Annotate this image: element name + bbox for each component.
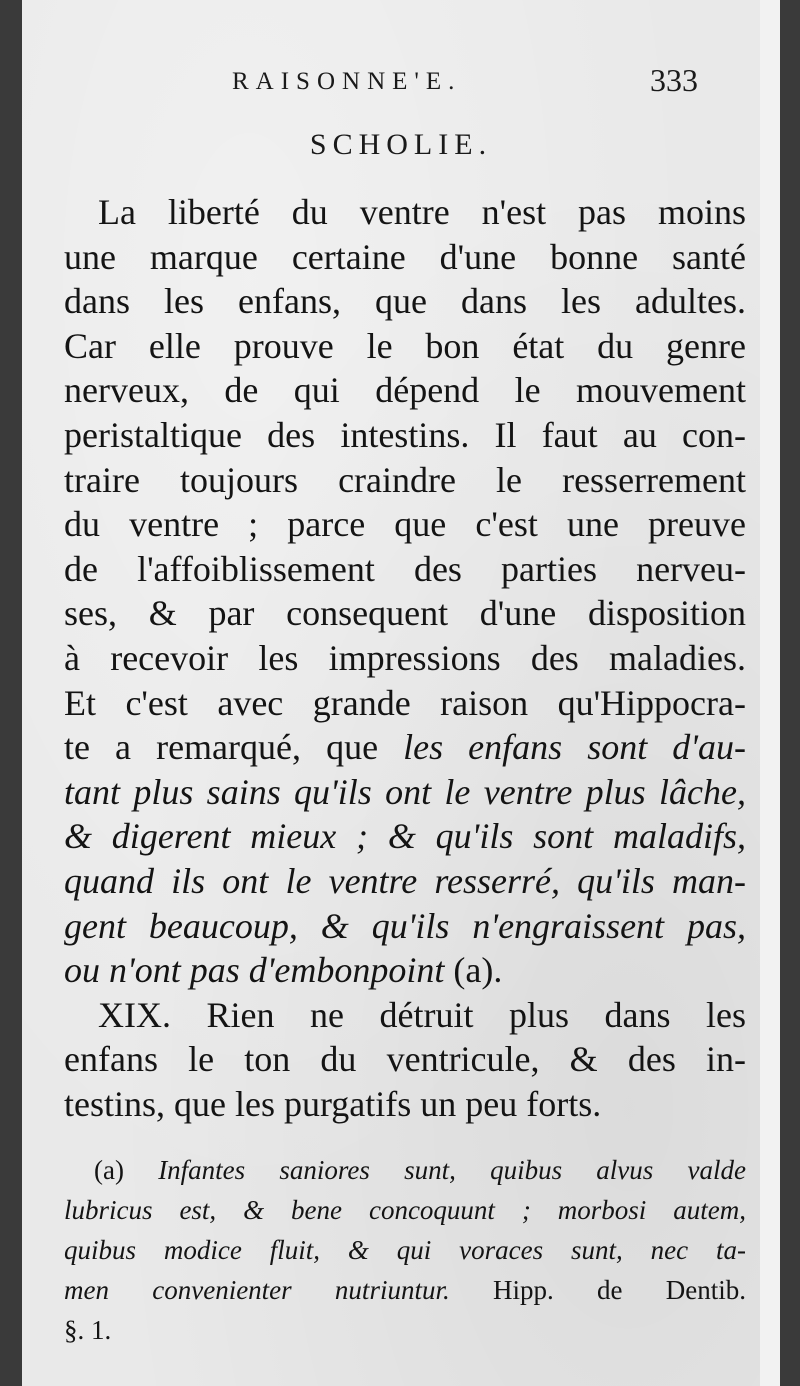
- text-line: [64, 725, 746, 770]
- text-line: [64, 324, 746, 369]
- footnote-line: [64, 1230, 746, 1270]
- text-run: testins, que les purgatifs un peu forts.: [64, 1083, 602, 1124]
- running-head: RAISONNE'E.: [232, 68, 462, 95]
- text-line: [64, 859, 746, 904]
- text-line: [64, 547, 746, 592]
- text-run: te a remarqué, que: [64, 727, 404, 768]
- paragraph-xix: [64, 993, 746, 1127]
- text-run: Hipp. de Dentib.: [449, 1275, 746, 1305]
- footnote-line: [64, 1150, 746, 1190]
- footnote-line: [64, 1270, 746, 1310]
- text-line: [64, 458, 746, 503]
- italic-text-run: ou n'ont pas d'embonpoint: [64, 950, 445, 991]
- text-line: [64, 413, 746, 458]
- italic-text-run: tant plus sains qu'ils ont le ventre plus lâche,: [64, 771, 746, 812]
- text-run: (a).: [444, 950, 503, 991]
- text-run: peristaltique des intestins. Il faut au con-: [64, 414, 746, 455]
- text-line: [64, 904, 746, 949]
- footnote-line: [64, 1310, 746, 1350]
- text-run: dans les enfans, que dans les adultes.: [64, 281, 746, 322]
- page-edge: [760, 0, 780, 1386]
- text-run: nerveux, de qui dépend le mouvement: [64, 370, 746, 411]
- footnote-line: [64, 1190, 746, 1230]
- text-run: de l'affoiblissement des parties nerveu-: [64, 548, 746, 589]
- italic-text-run: quand ils ont le ventre resserré, qu'ils man-: [64, 860, 746, 901]
- text-run: XIX. Rien ne détruit plus dans les: [98, 994, 746, 1035]
- italic-text-run: gent beaucoup, & qu'ils n'engraissent pas,: [64, 905, 746, 946]
- text-line: [64, 681, 746, 726]
- text-line: [64, 814, 746, 859]
- text-run: §. 1.: [64, 1315, 112, 1345]
- text-run: traire toujours craindre le resserrement: [64, 459, 746, 500]
- text-run: Et c'est avec grande raison qu'Hippocra-: [64, 682, 746, 723]
- text-line: [64, 948, 746, 993]
- text-line: [64, 993, 746, 1038]
- text-line: [64, 636, 746, 681]
- text-line: [64, 770, 746, 815]
- text-run: Car elle prouve le bon état du genre: [64, 325, 746, 366]
- book-page: [22, 0, 780, 1386]
- footnote: [64, 1150, 746, 1350]
- italic-text-run: men convenienter nutriuntur.: [64, 1275, 450, 1305]
- text-line: [64, 591, 746, 636]
- page-number: 333: [650, 62, 698, 98]
- section-title: SCHOLIE.: [309, 128, 493, 161]
- text-run: La liberté du ventre n'est pas moins: [98, 192, 746, 232]
- text-run: ses, & par consequent d'une disposition: [64, 593, 746, 634]
- text-line: [64, 502, 746, 547]
- text-run: à recevoir les impressions des maladies.: [64, 637, 746, 678]
- text-line: [64, 279, 746, 324]
- text-run: enfans le ton du ventricule, & des in-: [64, 1039, 746, 1080]
- text-line: [64, 368, 746, 413]
- text-run: du ventre ; parce que c'est une preuve: [64, 504, 746, 545]
- text-run: (a): [94, 1155, 159, 1185]
- italic-text-run: quibus modice fluit, & qui voraces sunt, nec ta-: [64, 1235, 746, 1265]
- page-header: [22, 62, 780, 102]
- text-line: [64, 1037, 746, 1082]
- text-line: [64, 190, 746, 235]
- paragraph-scholie: [64, 190, 746, 993]
- italic-text-run: & digerent mieux ; & qu'ils sont maladifs,: [64, 816, 746, 857]
- body-text: [64, 190, 746, 1126]
- italic-text-run: lubricus est, & bene concoquunt ; morbosi autem,: [64, 1195, 746, 1225]
- italic-text-run: Infantes saniores sunt, quibus alvus valde: [158, 1155, 746, 1185]
- text-line: [64, 1082, 746, 1127]
- text-run: une marque certaine d'une bonne santé: [64, 236, 746, 277]
- text-line: [64, 235, 746, 280]
- italic-text-run: les enfans sont d'au-: [403, 727, 746, 768]
